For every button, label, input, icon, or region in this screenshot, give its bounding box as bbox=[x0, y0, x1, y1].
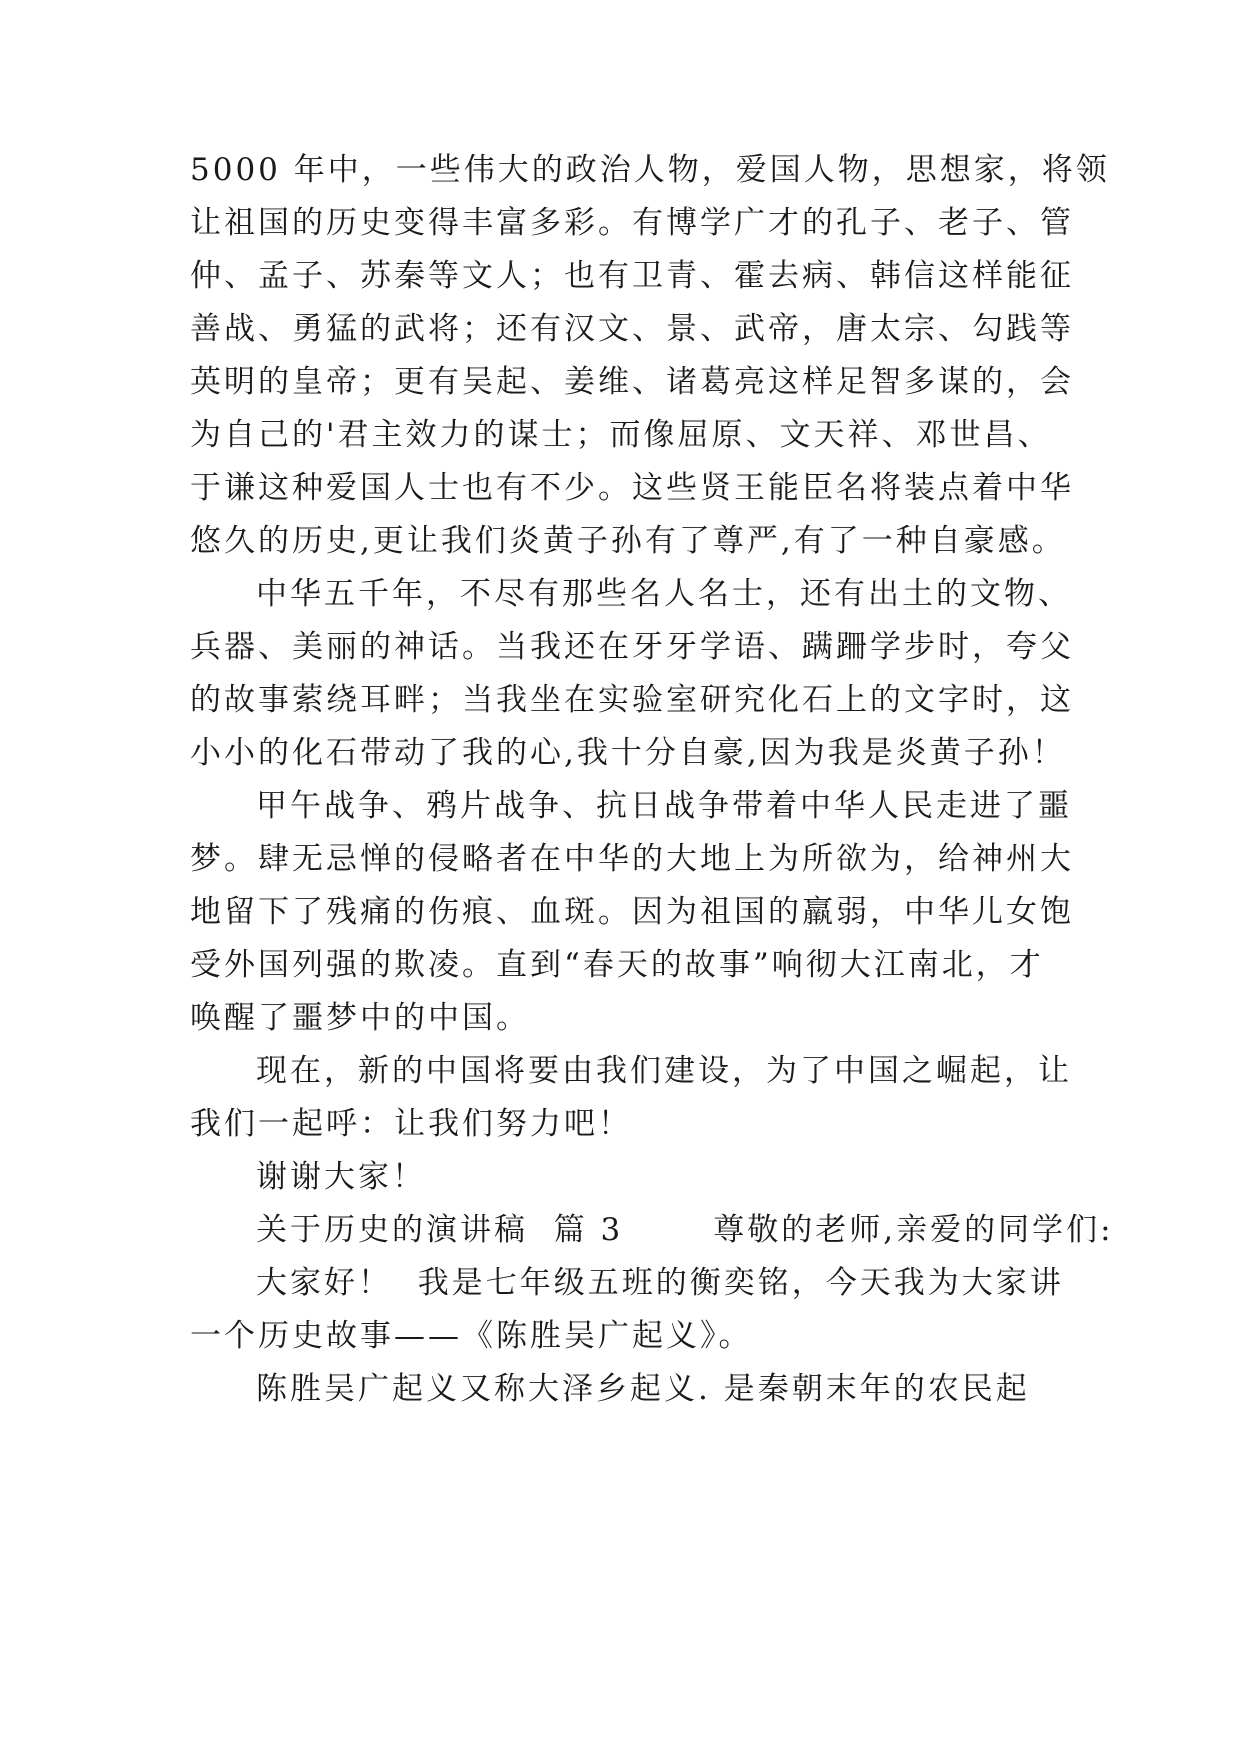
paragraph-first-line: 中华五千年，不尽有那些名人名士，还有出土的文物、 bbox=[256, 576, 1072, 612]
text-line: 唤醒了噩梦中的中国。 bbox=[190, 1000, 530, 1036]
paragraph-first-line: 陈胜吴广起义又称大泽乡起义. 是秦朝末年的农民起 bbox=[256, 1371, 1030, 1407]
closing-line: 谢谢大家！ bbox=[256, 1159, 426, 1195]
text-line: 小小的化石带动了我的心,我十分自豪,因为我是炎黄子孙！ bbox=[190, 735, 1066, 771]
text-line: 一个历史故事——《陈胜吴广起义》。 bbox=[190, 1318, 753, 1354]
text-line: 让祖国的历史变得丰富多彩。有博学广才的孔子、老子、管 bbox=[190, 205, 1074, 241]
paragraph-first-line: 大家好！ 我是七年级五班的衡奕铭，今天我为大家讲 bbox=[256, 1265, 1064, 1301]
text-line: 英明的皇帝；更有吴起、姜维、诸葛亮这样足智多谋的，会 bbox=[190, 364, 1074, 400]
paragraph-first-line: 甲午战争、鸦片战争、抗日战争带着中华人民走进了噩 bbox=[256, 788, 1072, 824]
text-line: 善战、勇猛的武将；还有汉文、景、武帝，唐太宗、勾践等 bbox=[190, 311, 1074, 347]
text-line: 为自己的'君主效力的谋士；而像屈原、文天祥、邓世昌、 bbox=[190, 417, 1052, 453]
text-line: 地留下了残痛的伤痕、血斑。因为祖国的羸弱，中华儿女饱 bbox=[190, 894, 1074, 930]
paragraph-first-line: 现在，新的中国将要由我们建设，为了中国之崛起，让 bbox=[256, 1053, 1072, 1089]
text-line: 兵器、美丽的神话。当我还在牙牙学语、蹒跚学步时，夸父 bbox=[190, 629, 1074, 665]
text-line: 5000 年中，一些伟大的政治人物，爱国人物，思想家，将领 bbox=[190, 152, 1110, 188]
text-line: 于谦这种爱国人士也有不少。这些贤王能臣名将装点着中华 bbox=[190, 470, 1074, 506]
text-line: 我们一起呼：让我们努力吧！ bbox=[190, 1106, 632, 1142]
text-line: 仲、孟子、苏秦等文人；也有卫青、霍去病、韩信这样能征 bbox=[190, 258, 1074, 294]
text-line: 悠久的历史,更让我们炎黄子孙有了尊严,有了一种自豪感。 bbox=[190, 523, 1066, 559]
text-line: 受外国列强的欺凌。直到“春天的故事”响彻大江南北，才 bbox=[190, 947, 1044, 983]
section-heading: 关于历史的演讲稿 篇 3 尊敬的老师,亲爱的同学们: bbox=[256, 1212, 1114, 1248]
text-line: 梦。肆无忌惮的侵略者在中华的大地上为所欲为，给神州大 bbox=[190, 841, 1074, 877]
text-line: 的故事萦绕耳畔；当我坐在实验室研究化石上的文字时，这 bbox=[190, 682, 1074, 718]
